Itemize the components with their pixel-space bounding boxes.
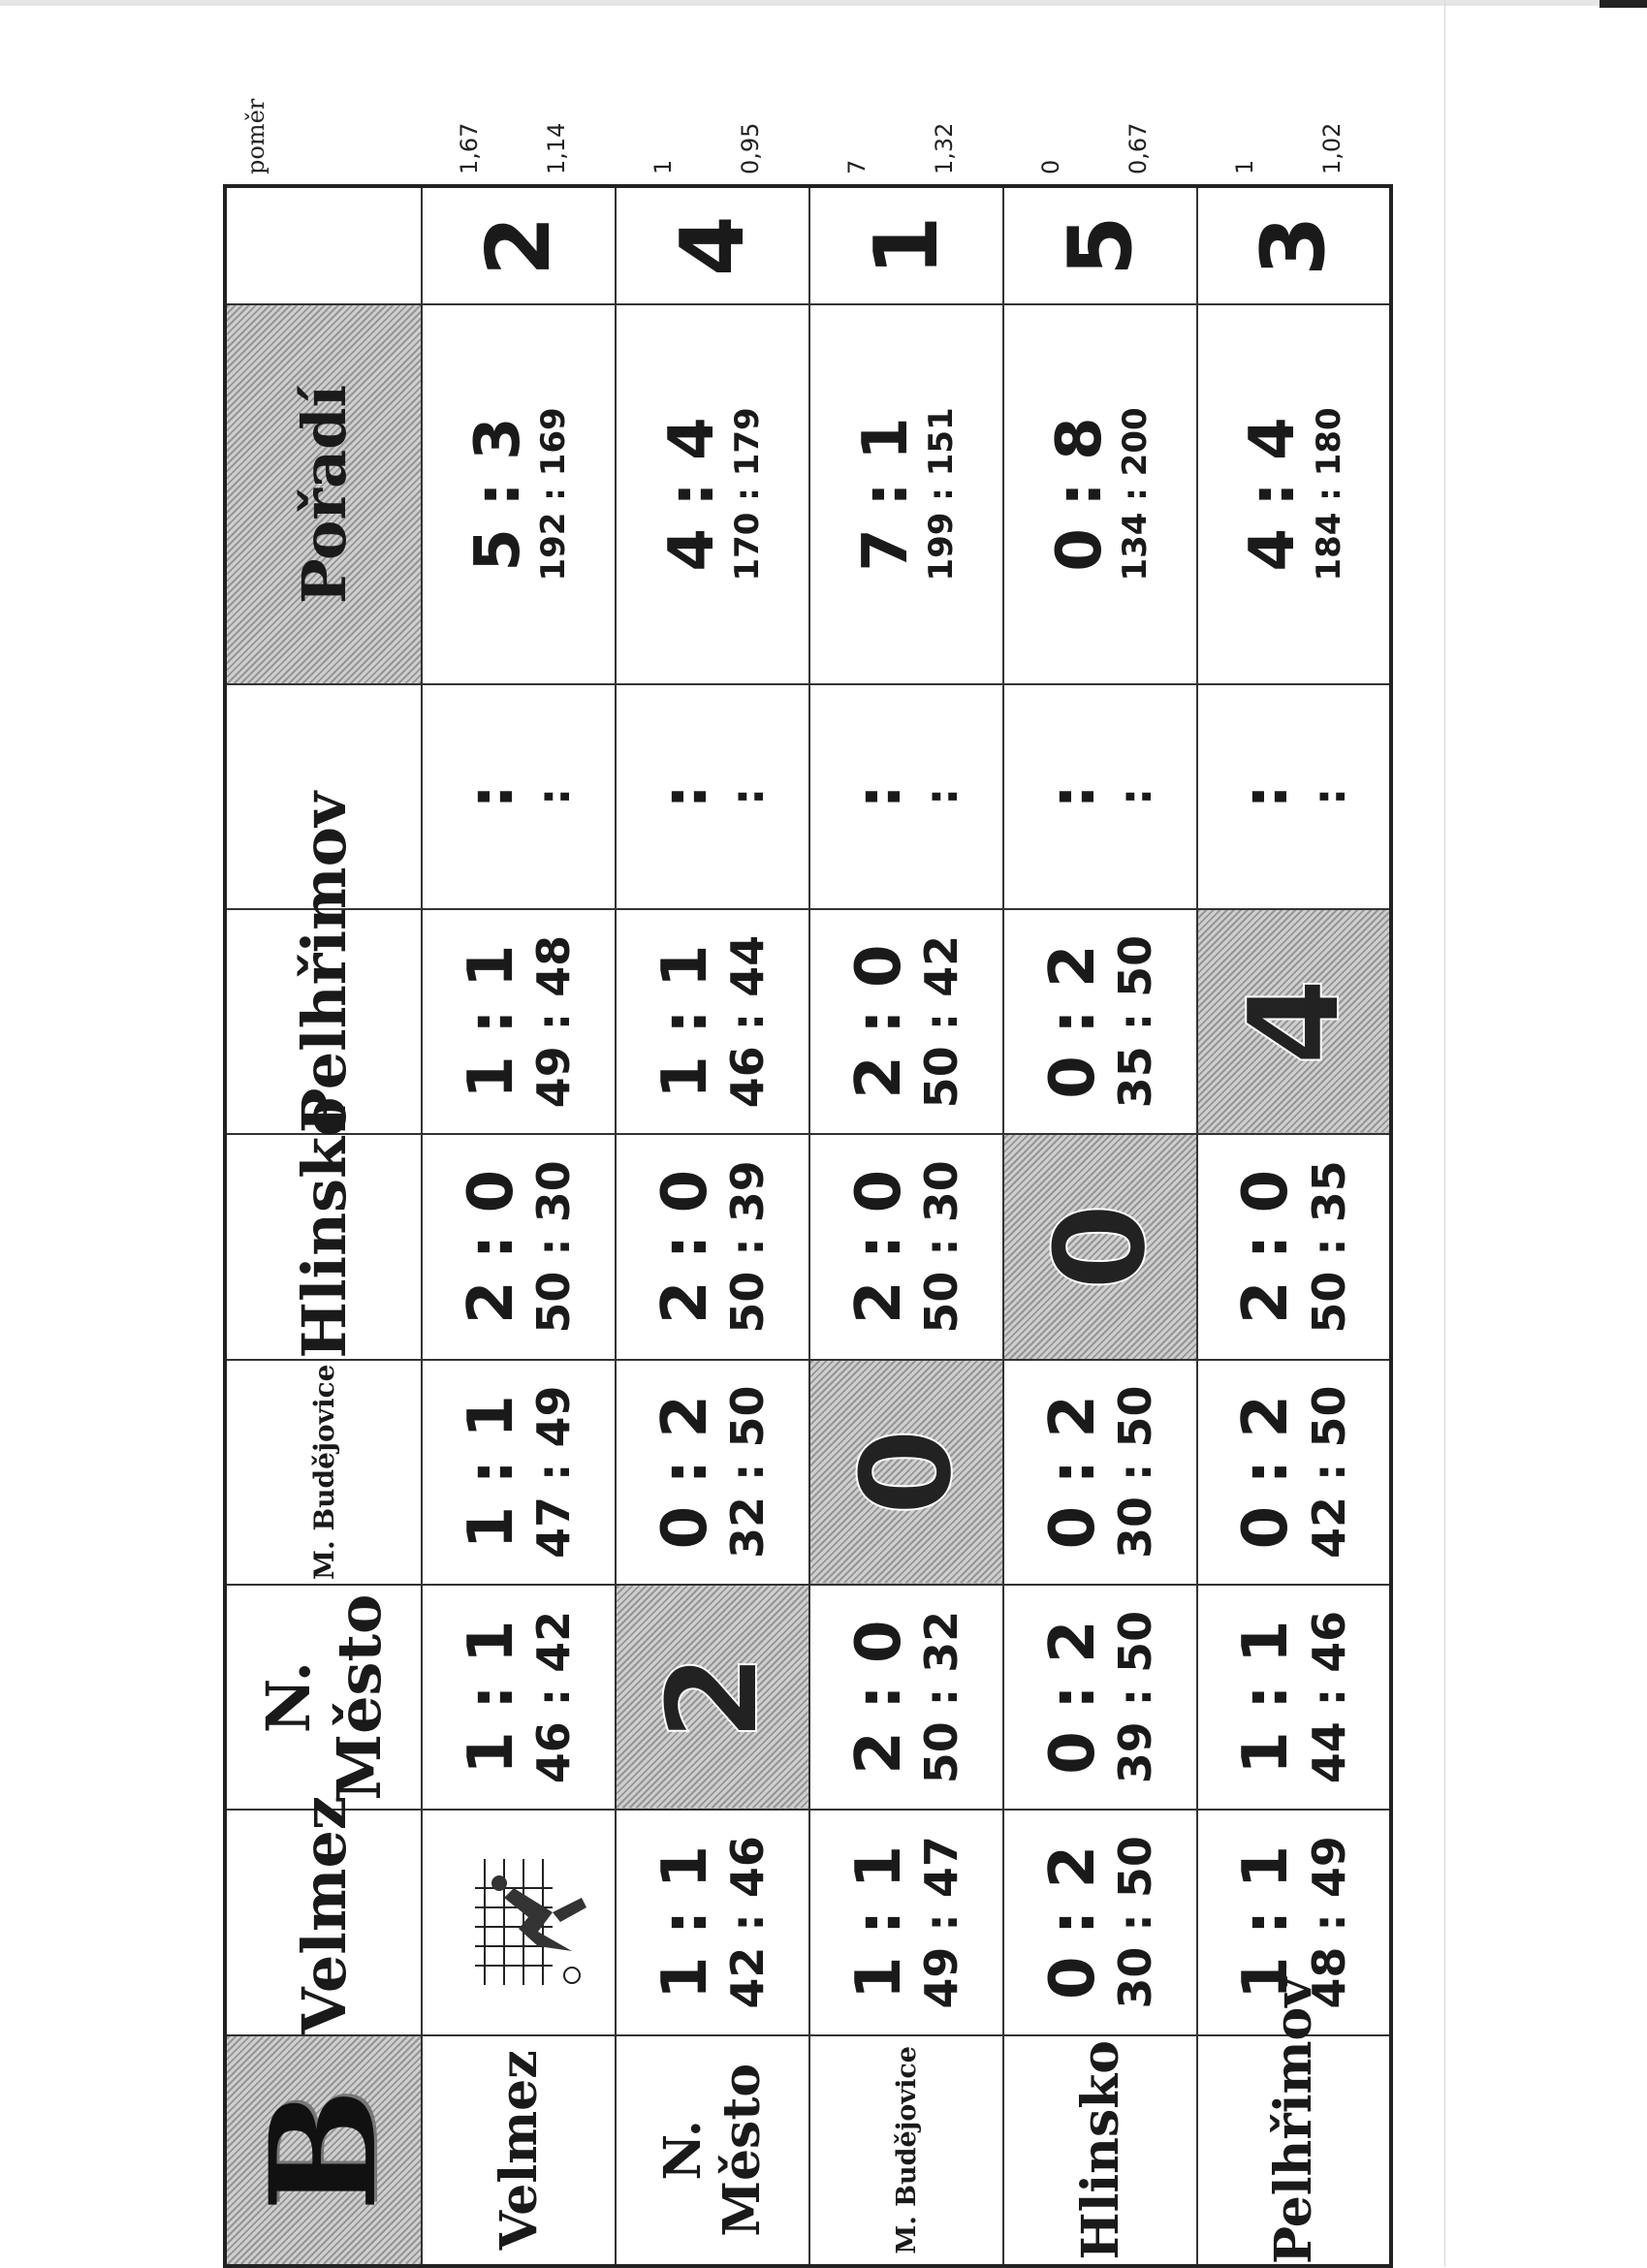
rank-cell	[809, 186, 1003, 304]
match-sets: 2 : 0	[1230, 1169, 1303, 1325]
blank-points: :	[1302, 787, 1355, 805]
match-sets: 1 : 1	[649, 944, 721, 1099]
match-points: 50 : 30	[527, 1160, 581, 1334]
set-ratio: 1	[649, 159, 677, 174]
match-result-cell	[422, 1134, 616, 1359]
team-row	[1003, 186, 1197, 2266]
match-result-cell	[809, 909, 1003, 1134]
rank-value: 5	[1049, 215, 1152, 276]
match-points: 44 : 46	[1302, 1610, 1355, 1784]
match-result-cell	[616, 909, 809, 1134]
diagonal-value: 4	[1219, 977, 1368, 1066]
diagonal-cell	[809, 1360, 1003, 1585]
scan-top-edge	[0, 0, 1647, 6]
set-ratio: 1	[1231, 159, 1258, 174]
match-result-cell	[422, 909, 616, 1134]
group-letter-cell	[225, 2035, 422, 2266]
team-row	[422, 186, 616, 2266]
match-sets: 0 : 2	[649, 1395, 721, 1550]
rank-value: 1	[855, 215, 958, 276]
match-result-cell	[1003, 1585, 1197, 1810]
col-header-m-budejovice: M. Budějovice	[225, 1360, 422, 1585]
col-header-velmez: Velmez	[225, 1810, 422, 2034]
match-result-cell	[809, 1585, 1003, 1810]
match-points: 42 : 46	[721, 1836, 775, 2009]
total-sets: 5 : 3	[461, 417, 534, 572]
total-cell	[1197, 304, 1391, 683]
match-points: 46 : 42	[527, 1610, 581, 1784]
total-points: 134 : 200	[1116, 407, 1156, 582]
volleyball-player-icon-cell	[422, 1810, 616, 2034]
diagonal-cell	[616, 1585, 809, 1810]
diagonal-value: 2	[639, 1653, 786, 1742]
blank-sets: :	[1230, 783, 1303, 809]
match-points: 46 : 44	[721, 934, 775, 1109]
ratio-column	[223, 78, 1386, 174]
total-sets: 4 : 4	[1237, 417, 1310, 572]
match-points: 32 : 50	[721, 1385, 775, 1559]
match-sets: 2 : 0	[842, 1169, 915, 1325]
blank-points: :	[721, 787, 775, 805]
match-points: 49 : 48	[527, 934, 581, 1109]
set-ratio: 7	[843, 159, 871, 174]
match-sets: 0 : 2	[1036, 1620, 1109, 1775]
match-result-cell	[1197, 1360, 1391, 1585]
blank-result-cell	[809, 684, 1003, 909]
match-points: 50 : 35	[1302, 1160, 1355, 1334]
blank-points: :	[527, 787, 581, 805]
results-table-rotated	[223, 98, 1386, 2268]
set-ratio: 1,67	[456, 122, 483, 174]
match-result-cell	[422, 1585, 616, 1810]
match-points: 48 : 49	[1302, 1836, 1355, 2009]
match-points: 39 : 50	[1109, 1610, 1162, 1784]
blank-result-cell	[1197, 684, 1391, 909]
round-robin-table	[223, 184, 1393, 2268]
match-result-cell	[1197, 1585, 1391, 1810]
match-result-cell	[616, 1360, 809, 1585]
col-header-hlinsko: Hlinsko	[225, 1134, 422, 1359]
match-result-cell	[616, 1810, 809, 2034]
match-points: 30 : 50	[1109, 1385, 1162, 1559]
match-result-cell	[1003, 1810, 1197, 2034]
match-points: 47 : 49	[527, 1385, 581, 1559]
col-header-final	[225, 186, 422, 304]
blank-sets: :	[842, 783, 915, 809]
team-row	[809, 186, 1003, 2266]
team-row	[616, 186, 809, 2266]
point-ratio: 1,32	[931, 122, 958, 174]
blank-points: :	[915, 787, 968, 805]
diagonal-value: 0	[833, 1428, 980, 1516]
rank-cell	[616, 186, 809, 304]
diagonal-cell	[1197, 909, 1391, 1134]
blank-result-cell	[1003, 684, 1197, 909]
match-sets: 1 : 1	[1230, 1620, 1303, 1775]
total-sets: 4 : 4	[655, 417, 728, 572]
team-row	[1197, 186, 1391, 2266]
row-header-team: Velmez	[422, 2035, 616, 2266]
match-sets: 1 : 1	[649, 1844, 721, 2000]
match-sets: 1 : 1	[1230, 1844, 1303, 2000]
rank-value: 4	[661, 215, 764, 276]
total-points: 192 : 169	[534, 407, 574, 582]
match-result-cell	[422, 1360, 616, 1585]
total-points: 184 : 180	[1309, 407, 1348, 582]
match-sets: 1 : 1	[455, 1395, 527, 1550]
row-header-team: N. Město	[616, 2035, 809, 2266]
scan-fold-line	[1444, 0, 1445, 2267]
total-cell	[616, 304, 809, 683]
col-header-pelhrimov: Pelhřimov	[225, 909, 422, 1134]
point-ratio: 1,14	[543, 122, 570, 174]
match-points: 50 : 32	[915, 1610, 968, 1784]
match-sets: 2 : 0	[842, 1620, 915, 1775]
total-sets: 7 : 1	[849, 417, 922, 572]
match-result-cell	[1003, 909, 1197, 1134]
rank-value: 2	[467, 215, 570, 276]
ratio-label: poměr	[242, 98, 269, 174]
col-header-n-mesto: N. Město	[225, 1585, 422, 1810]
match-sets: 1 : 1	[455, 944, 527, 1099]
set-ratio: 0	[1037, 159, 1064, 174]
total-cell	[809, 304, 1003, 683]
diagonal-value: 0	[1027, 1203, 1174, 1291]
diagonal-cell	[1003, 1134, 1197, 1359]
match-sets: 0 : 2	[1036, 1844, 1109, 2000]
volleyball-player-icon	[446, 1840, 591, 2004]
total-points: 199 : 151	[922, 407, 962, 582]
row-header-team: Hlinsko	[1003, 2035, 1197, 2266]
match-result-cell	[809, 1810, 1003, 2034]
blank-sets: :	[1036, 783, 1109, 809]
scan-corner-mark	[1599, 0, 1647, 8]
blank-result-cell	[422, 684, 616, 909]
match-sets: 2 : 0	[649, 1169, 721, 1325]
rank-value: 3	[1243, 215, 1345, 276]
match-sets: 0 : 2	[1036, 944, 1109, 1099]
match-points: 49 : 47	[915, 1836, 968, 2009]
row-header-team: M. Budějovice	[809, 2035, 1003, 2266]
match-result-cell	[1003, 1360, 1197, 1585]
match-result-cell	[1197, 1810, 1391, 2034]
match-sets: 1 : 1	[842, 1844, 915, 2000]
match-sets: 2 : 0	[842, 944, 915, 1099]
blank-points: :	[1109, 787, 1162, 805]
blank-result-cell	[616, 684, 809, 909]
total-cell	[1003, 304, 1197, 683]
header-row	[225, 186, 422, 2266]
blank-sets: :	[649, 783, 721, 809]
rank-cell	[1003, 186, 1197, 304]
point-ratio: 0,95	[737, 122, 764, 174]
rank-cell	[1197, 186, 1391, 304]
col-header-rank: Pořadí	[225, 304, 422, 683]
match-points: 50 : 30	[915, 1160, 968, 1334]
match-result-cell	[809, 1134, 1003, 1359]
point-ratio: 0,67	[1124, 122, 1152, 174]
match-points: 50 : 42	[915, 934, 968, 1109]
match-result-cell	[616, 1134, 809, 1359]
group-letter: B	[238, 2088, 409, 2212]
match-sets: 0 : 2	[1230, 1395, 1303, 1550]
total-cell	[422, 304, 616, 683]
match-sets: 0 : 2	[1036, 1395, 1109, 1550]
match-sets: 2 : 0	[455, 1169, 527, 1325]
match-points: 42 : 50	[1302, 1385, 1355, 1559]
match-sets: 1 : 1	[455, 1620, 527, 1775]
rank-cell	[422, 186, 616, 304]
blank-sets: :	[455, 783, 527, 809]
match-result-cell	[1197, 1134, 1391, 1359]
point-ratio: 1,02	[1318, 122, 1346, 174]
total-sets: 0 : 8	[1043, 417, 1116, 572]
match-points: 50 : 39	[721, 1160, 775, 1334]
row-header-team: Pelhřimov	[1197, 2035, 1391, 2266]
total-points: 170 : 179	[728, 407, 768, 582]
match-points: 30 : 50	[1109, 1836, 1162, 2009]
match-points: 35 : 50	[1109, 934, 1162, 1109]
